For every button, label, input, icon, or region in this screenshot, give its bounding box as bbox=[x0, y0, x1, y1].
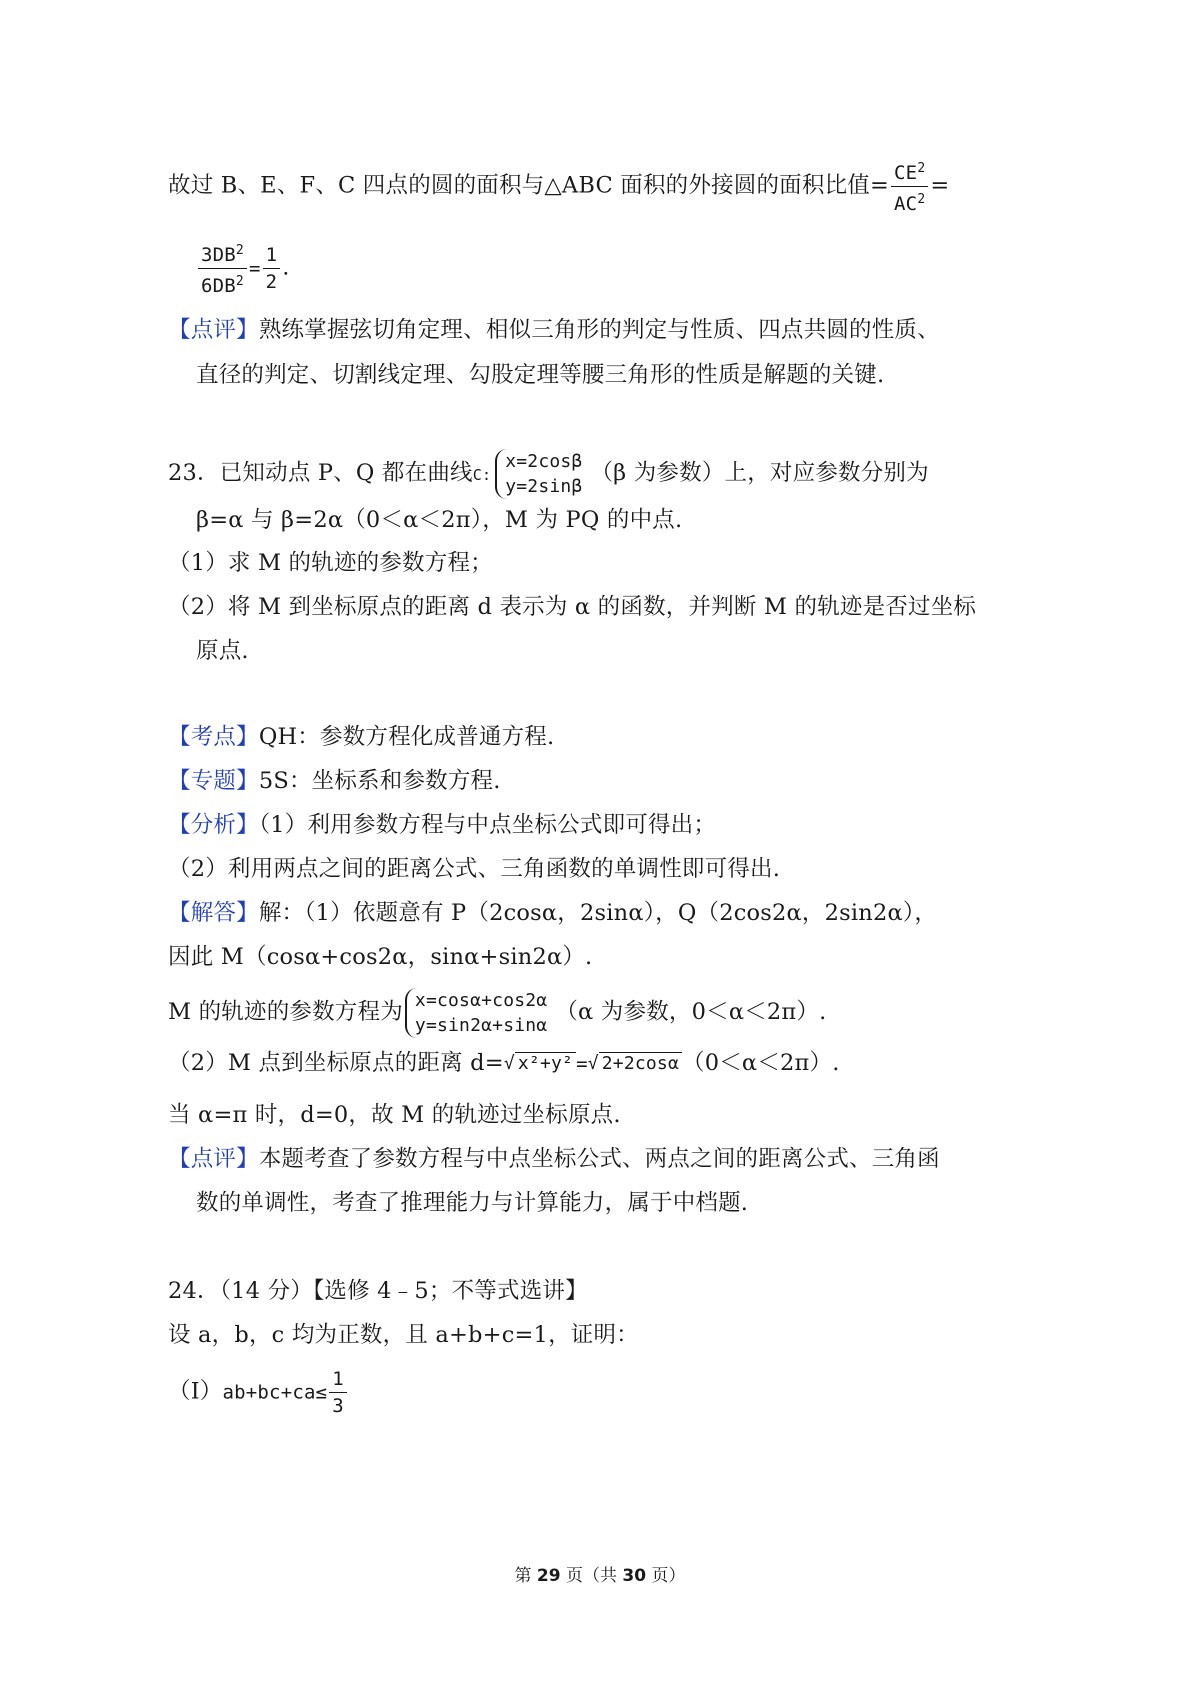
question-23-line-2 bbox=[196, 505, 682, 535]
question-23-suffix: （β 为参数）上，对应参数分别为 bbox=[590, 460, 929, 486]
analysis-line-2 bbox=[168, 854, 780, 884]
comment-1-line-1 bbox=[168, 315, 940, 345]
fraction-denominator: 2 bbox=[265, 271, 278, 293]
solution-text: （α 为参数，0＜α＜2π）. bbox=[555, 999, 827, 1025]
analysis-line-1 bbox=[168, 810, 716, 840]
fraction-denominator: 6DB bbox=[201, 275, 236, 297]
solution-text: 当 α=π 时，d=0，故 M 的轨迹过坐标原点. bbox=[168, 1102, 621, 1128]
analysis-text: （2）利用两点之间的距离公式、三角函数的单调性即可得出. bbox=[168, 856, 781, 882]
topic bbox=[168, 766, 501, 796]
comment-2-line-1 bbox=[168, 1144, 940, 1174]
fraction-denominator: 3 bbox=[332, 1395, 344, 1417]
exponent: 2 bbox=[917, 161, 926, 176]
exponent: 2 bbox=[235, 274, 244, 289]
fraction-numerator: 1 bbox=[263, 244, 281, 269]
equation-y: y=sin2α+sinα bbox=[414, 1015, 548, 1036]
comment-tag: 【点评】 bbox=[168, 1146, 259, 1172]
comment-tag: 【点评】 bbox=[168, 317, 259, 343]
solution-text: M 的轨迹的参数方程为 bbox=[168, 999, 403, 1025]
question-24-text: 设 a，b，c 均为正数，且 a+b+c=1，证明： bbox=[168, 1322, 639, 1348]
solution-text: 因此 M（cosα+cos2α，sinα+sin2α）. bbox=[168, 944, 593, 970]
half-fraction bbox=[263, 244, 281, 293]
topic-text: 5S：坐标系和参数方程. bbox=[258, 768, 501, 794]
equation-x: x=cosα+cos2α bbox=[414, 990, 548, 1011]
question-23-condition: β=α 与 β=2α（0＜α＜2π），M 为 PQ 的中点. bbox=[196, 507, 683, 533]
solution-text: （0＜α＜2π）. bbox=[682, 1050, 840, 1076]
comment-text: 熟练掌握弦切角定理、相似三角形的判定与性质、四点共圆的性质、 bbox=[258, 317, 940, 343]
part-label: （Ⅰ） bbox=[168, 1378, 223, 1405]
solution-line-1 bbox=[168, 898, 937, 928]
question-23-part-1 bbox=[168, 548, 493, 578]
solution-text: 解：（1）依题意有 P（2cosα，2sinα），Q（2cos2α，2sin2α）， bbox=[258, 900, 938, 926]
fraction-numerator: 1 bbox=[329, 1368, 347, 1393]
exam-point-text: QH：参数方程化成普通方程. bbox=[258, 724, 555, 750]
solution-tag: 【解答】 bbox=[168, 900, 259, 926]
ratio-fraction-ce-ac bbox=[891, 158, 928, 215]
exponent: 2 bbox=[917, 192, 926, 207]
analysis-text: （1）利用参数方程与中点坐标公式即可得出； bbox=[258, 812, 717, 838]
exam-point bbox=[168, 722, 554, 752]
total-pages: 30 bbox=[622, 1566, 647, 1586]
question-24-stem bbox=[168, 1320, 639, 1350]
solution-line-5 bbox=[168, 1100, 621, 1130]
ratio-statement bbox=[168, 158, 949, 215]
inequality-expression: ab+bc+ca≤ bbox=[222, 1381, 328, 1404]
question-23-part-2-line-2 bbox=[196, 636, 249, 666]
sqrt-expression-2: √ 2+2cosα bbox=[588, 1049, 682, 1079]
comment-text: 数的单调性，考查了推理能力与计算能力，属于中档题. bbox=[196, 1190, 749, 1216]
footer-prefix: 第 bbox=[514, 1566, 537, 1586]
equals-sign: = bbox=[930, 172, 950, 199]
ratio-statement-text: 故过 B、E、F、C 四点的圆的面积与△ABC 面积的外接圆的面积比值= bbox=[168, 172, 890, 199]
ratio-result bbox=[196, 240, 290, 297]
comment-text: 本题考查了参数方程与中点坐标公式、两点之间的距离公式、三角函 bbox=[258, 1146, 940, 1172]
solution-line-3 bbox=[168, 988, 826, 1038]
trajectory-equation-system bbox=[405, 988, 551, 1038]
part-2-text: 原点. bbox=[196, 638, 249, 664]
part-2-text: （2）将 M 到坐标原点的距离 d 表示为 α 的函数，并判断 M 的轨迹是否过坐标 bbox=[168, 594, 977, 620]
sqrt-expression-1: √ x²+y² bbox=[504, 1049, 576, 1079]
page-footer bbox=[0, 1565, 1200, 1587]
question-24-part-1 bbox=[168, 1368, 349, 1417]
part-1-text: （1）求 M 的轨迹的参数方程； bbox=[168, 550, 493, 576]
question-24-header bbox=[168, 1276, 588, 1306]
solution-line-4 bbox=[168, 1048, 840, 1079]
question-23-part-2-line-1 bbox=[168, 592, 976, 622]
exponent: 2 bbox=[235, 243, 244, 258]
question-24-title: 24．（14 分）【选修 4﹣5；不等式选讲】 bbox=[168, 1278, 588, 1304]
period: . bbox=[282, 254, 290, 281]
topic-tag: 【专题】 bbox=[168, 768, 259, 794]
footer-middle: 页（共 bbox=[560, 1566, 623, 1586]
radicand: x²+y² bbox=[515, 1052, 576, 1074]
curve-label: C: bbox=[472, 466, 492, 484]
exam-point-tag: 【考点】 bbox=[168, 724, 259, 750]
one-third-fraction bbox=[329, 1368, 347, 1417]
equals-sign: = bbox=[248, 257, 261, 280]
question-23-stem bbox=[168, 449, 929, 499]
current-page-number: 29 bbox=[536, 1566, 561, 1586]
analysis-tag: 【分析】 bbox=[168, 812, 259, 838]
fraction-numerator: 3DB bbox=[201, 244, 236, 266]
equation-x: x=2cosβ bbox=[505, 451, 583, 472]
curve-equation-system bbox=[495, 449, 586, 499]
equation-y: y=2sinβ bbox=[505, 476, 583, 497]
equals-sign: = bbox=[576, 1053, 588, 1075]
comment-2-line-2 bbox=[196, 1188, 748, 1218]
solution-line-2 bbox=[168, 942, 592, 972]
fraction-denominator: AC bbox=[894, 193, 918, 215]
radicand: 2+2cosα bbox=[599, 1052, 682, 1074]
comment-text: 直径的判定、切割线定理、勾股定理等腰三角形的性质是解题的关键. bbox=[196, 362, 885, 388]
solution-text: （2）M 点到坐标原点的距离 d= bbox=[168, 1050, 504, 1076]
db-fraction bbox=[198, 240, 247, 297]
fraction-numerator: CE bbox=[894, 162, 918, 184]
footer-suffix: 页） bbox=[646, 1566, 686, 1586]
comment-1-line-2 bbox=[196, 360, 884, 390]
question-23-prefix: 23．已知动点 P、Q 都在曲线 bbox=[168, 460, 473, 486]
